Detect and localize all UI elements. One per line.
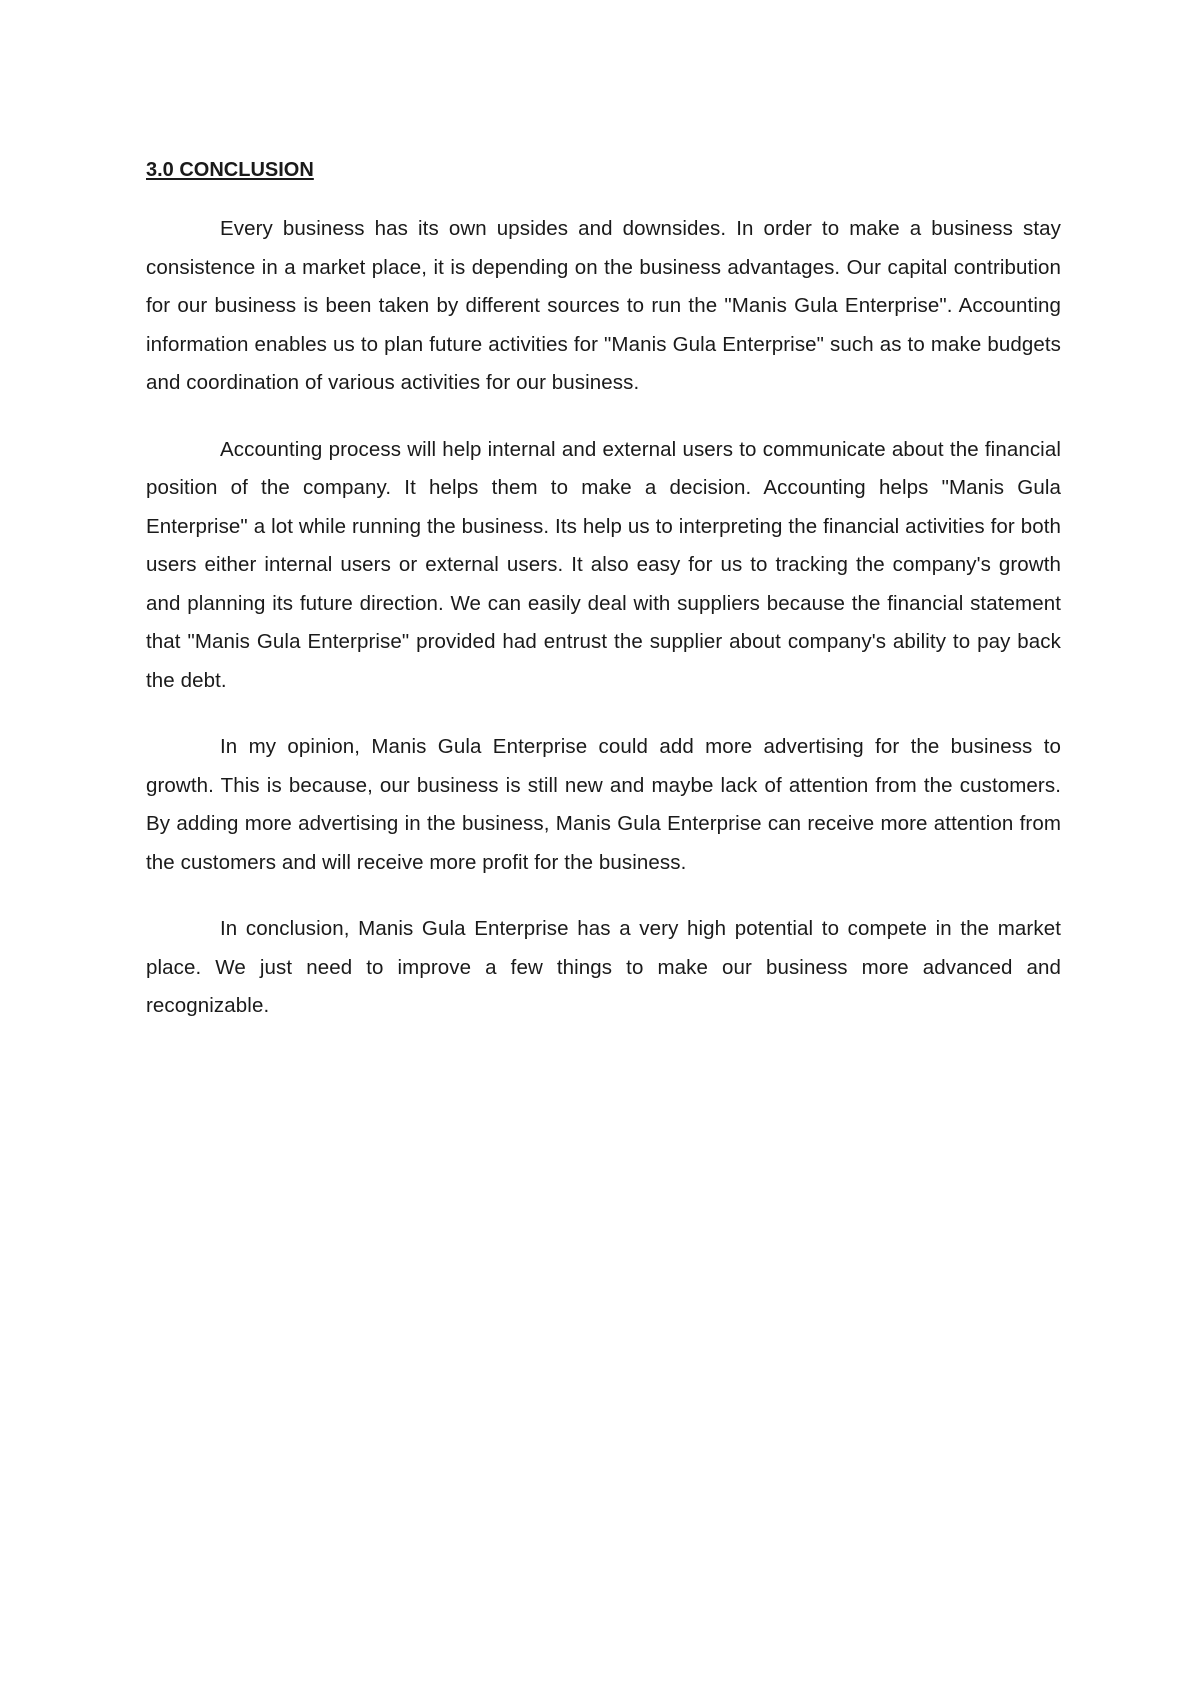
paragraph-upsides-downsides: Every business has its own upsides and downsides. In order to make a business stay consistence in a market place, it is depending on the business advantages. Our capital contribution for our business is been taken by different sources to run the "Manis Gula Enterprise". Accounting information enables us to plan future activities for "Manis Gula Enterprise" such as to make budgets and coordination of various activities for our business.	[146, 217, 1061, 394]
paragraph-final-conclusion: In conclusion, Manis Gula Enterprise has a very high potential to compete in the market place. We just need to improve a few things to make our business more advanced and recognizable.	[146, 917, 1061, 1017]
paragraph-accounting-process: Accounting process will help internal and external users to communicate about the financial position of the company. It helps them to make a decision. Accounting helps "Manis Gula Enterprise" a lot while running the business. Its help us to interpreting the financial activities for both users either internal users or external users. It also easy for us to tracking the company's growth and planning its future direction. We can easily deal with suppliers because the financial statement that "Manis Gula Enterprise" provided had entrust the supplier about company's ability to pay back the debt.	[146, 437, 1061, 692]
section-heading: 3.0 CONCLUSION	[146, 159, 314, 181]
paragraph-opinion-advertising: In my opinion, Manis Gula Enterprise could add more advertising for the business to growth. This is because, our business is still new and maybe lack of attention from the customers. By adding more advertising in the business, Manis Gula Enterprise can receive more attention from the customers and will receive more profit for the business.	[146, 735, 1061, 874]
document-body	[146, 154, 1061, 1054]
